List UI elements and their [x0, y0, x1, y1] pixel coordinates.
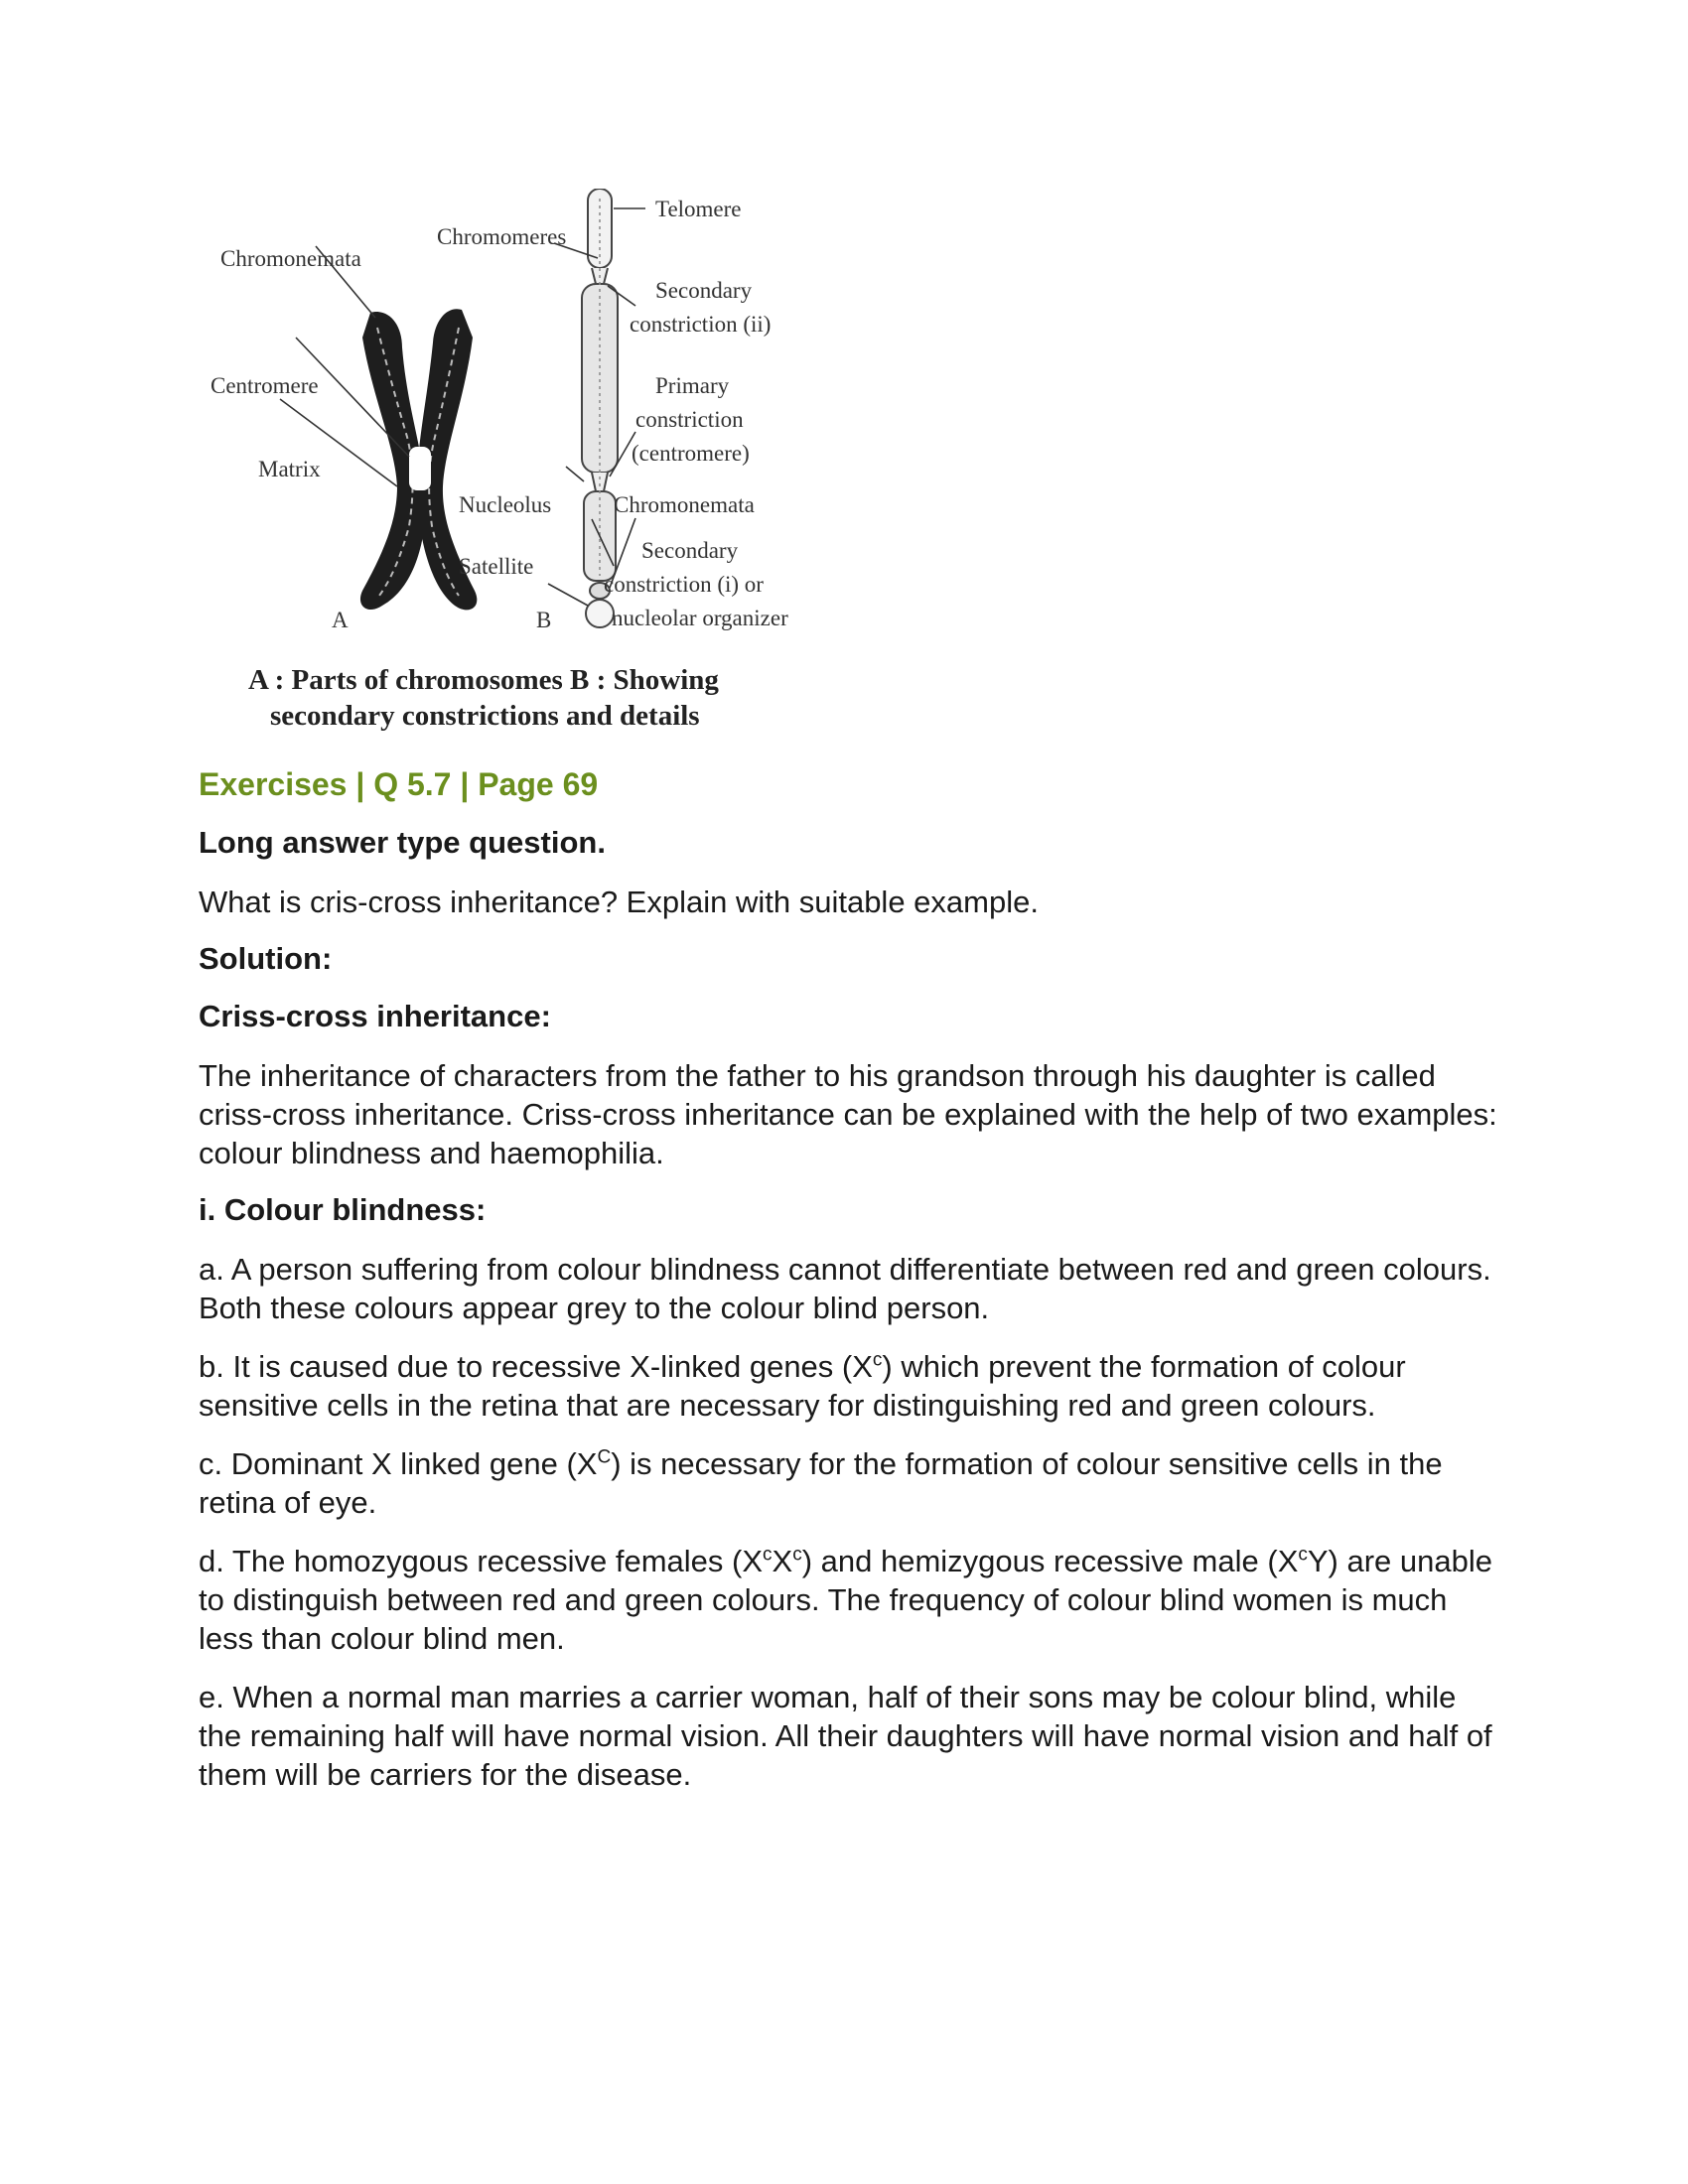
point-d-superscript-2: c — [792, 1544, 802, 1566]
label-secondary-i-2: constriction (i) or — [604, 572, 764, 597]
chromosome-figure — [199, 189, 844, 745]
point-b-superscript: c — [872, 1349, 883, 1371]
point-c-text-1: c. Dominant X linked gene (X — [199, 1446, 598, 1481]
sub-heading-colour-blindness: i. Colour blindness: — [199, 1192, 487, 1227]
label-secondary-i-3: nucleolar organizer — [612, 606, 788, 630]
chromosome-diagram — [199, 189, 844, 745]
label-satellite: Satellite — [459, 554, 534, 579]
point-c — [199, 1444, 1499, 1522]
exercise-heading: Exercises | Q 5.7 | Page 69 — [199, 766, 599, 802]
point-b-text-2: ) which prevent the formation of colour sensitive cells in the retina that are necessary for distinguishing red and green colours. — [199, 1349, 1406, 1423]
label-b: B — [536, 608, 552, 632]
label-centromere: Centromere — [211, 373, 319, 398]
figure-caption-line2: secondary constrictions and details — [270, 700, 700, 732]
label-secondary-i-1: Secondary — [641, 538, 739, 563]
point-a: a. A person suffering from colour blindness cannot differentiate between red and green colours. Both these colours appear grey to the colour blind person. — [199, 1252, 1491, 1325]
point-d-text-3: ) and hemizygous recessive male (X — [801, 1544, 1299, 1578]
label-chromomeres: Chromomeres — [437, 224, 567, 249]
figure-caption-line1: A : Parts of chromosomes B : Showing — [248, 664, 719, 696]
point-d-text-1: d. The homozygous recessive females (X — [199, 1544, 764, 1578]
point-b-text-1: b. It is caused due to recessive X-linked genes (X — [199, 1349, 873, 1384]
label-primary-1: Primary — [655, 373, 730, 398]
label-secondary-ii-2: constriction (ii) — [630, 312, 772, 337]
point-b — [199, 1347, 1499, 1425]
solution-content — [199, 766, 1499, 1814]
label-chromonemata-b: Chromonemata — [614, 492, 755, 517]
point-c-superscript: C — [597, 1446, 612, 1468]
point-c-text-2: ) is necessary for the formation of colour sensitive cells in the retina of eye. — [199, 1446, 1443, 1520]
point-d — [199, 1542, 1499, 1658]
point-e: e. When a normal man marries a carrier woman, half of their sons may be colour blind, while the remaining half will have normal vision. All their daughters will have normal vision and half of them will be carriers for the disease. — [199, 1680, 1492, 1792]
point-d-text-2: X — [772, 1544, 793, 1578]
question-type: Long answer type question. — [199, 825, 606, 860]
label-telomere: Telomere — [655, 197, 742, 221]
label-secondary-ii-1: Secondary — [655, 278, 753, 303]
label-a: A — [332, 608, 349, 632]
label-primary-3: (centromere) — [632, 441, 750, 466]
label-primary-2: constriction — [635, 407, 744, 432]
point-d-text-4: Y) are unable to distinguish between red and green colours. The frequency of colour blind women is much less than colour blind men. — [199, 1544, 1492, 1656]
solution-label: Solution: — [199, 941, 333, 976]
point-d-superscript-1: c — [763, 1544, 773, 1566]
intro-paragraph: The inheritance of characters from the father to his grandson through his daughter is called criss-cross inheritance. Criss-cross inheritance can be explained with the help of two examples: colour blindness and haemophilia. — [199, 1058, 1497, 1170]
label-nucleolus: Nucleolus — [459, 492, 552, 517]
label-chromonemata-a: Chromonemata — [220, 246, 361, 271]
section-title: Criss-cross inheritance: — [199, 999, 551, 1033]
label-matrix: Matrix — [258, 457, 321, 481]
question-text: What is cris-cross inheritance? Explain with suitable example. — [199, 885, 1039, 919]
point-d-superscript-3: c — [1298, 1544, 1308, 1566]
